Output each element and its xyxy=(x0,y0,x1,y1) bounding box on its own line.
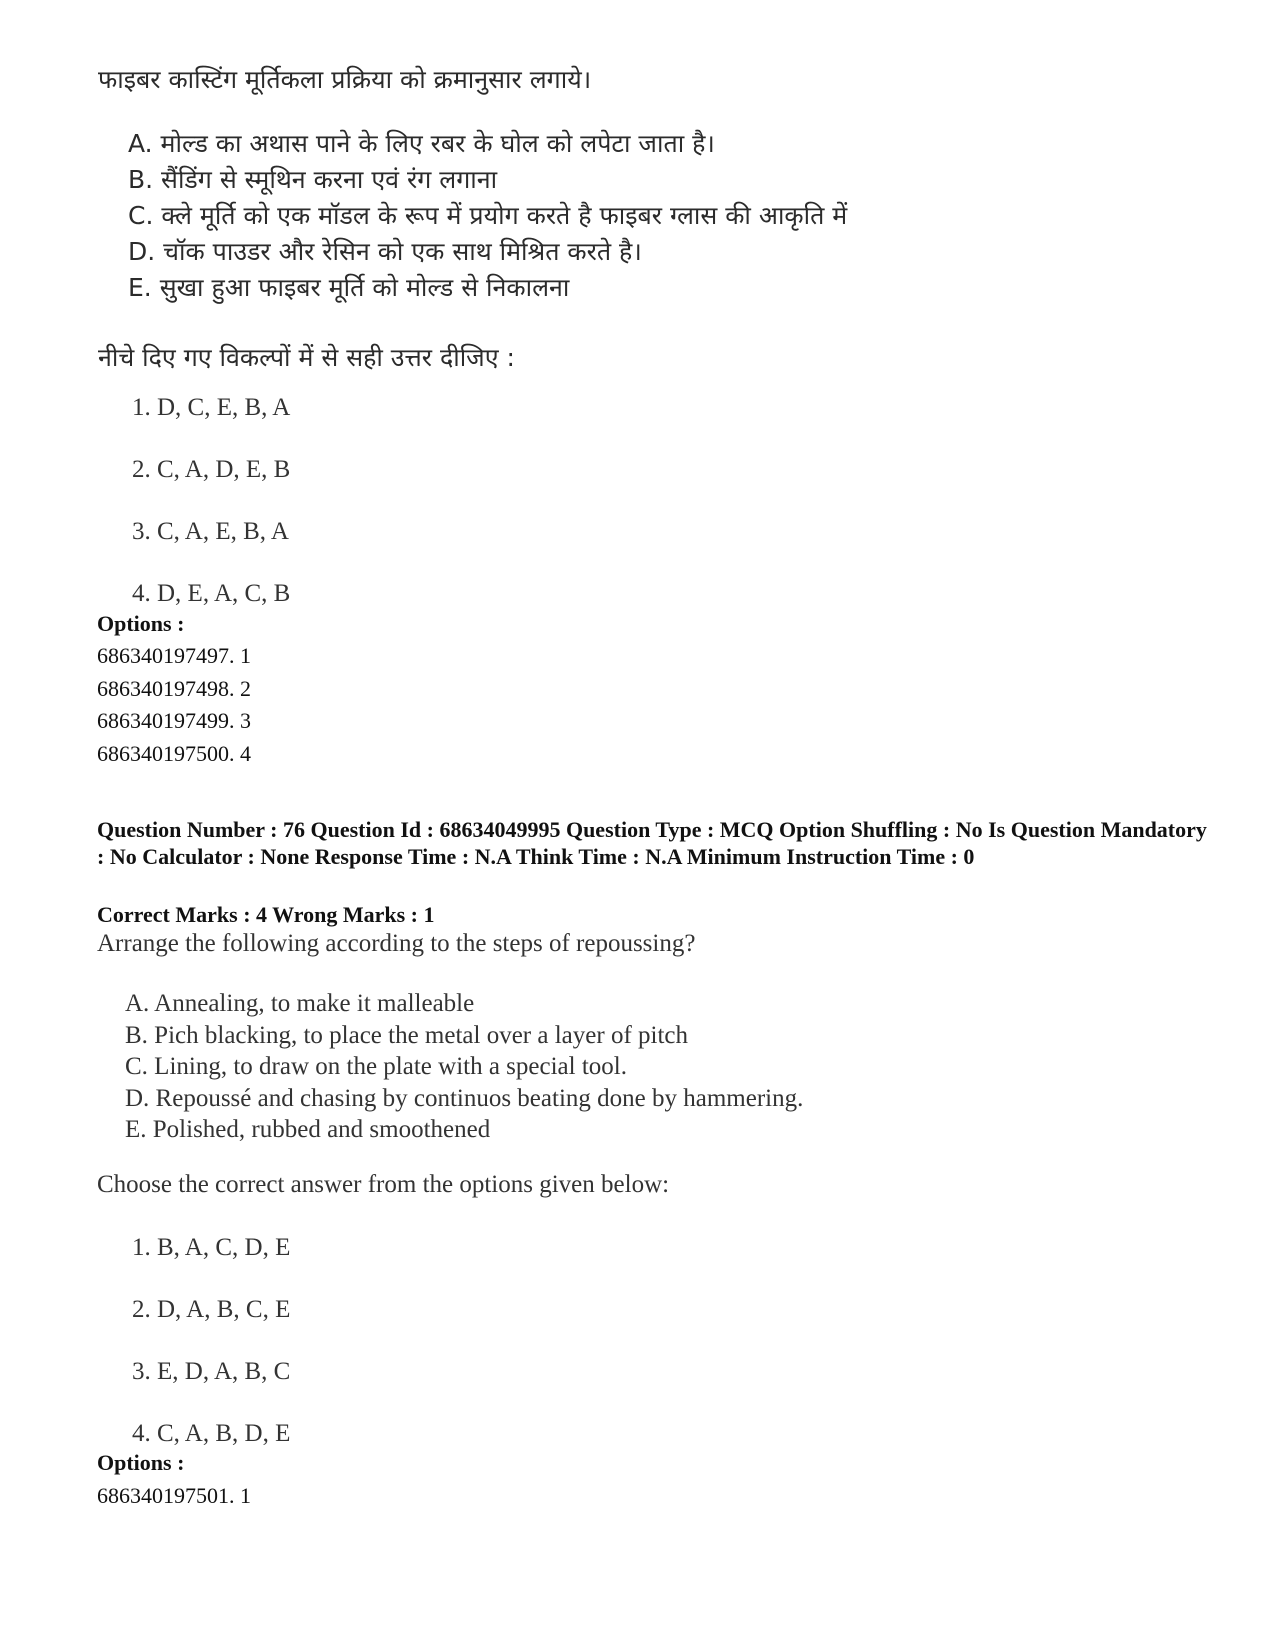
answer-choice: 1. B, A, C, D, E xyxy=(132,1234,291,1261)
answer-choice: 4. C, A, B, D, E xyxy=(132,1420,291,1447)
option-id: 686340197498. 2 xyxy=(97,676,251,701)
option-id: 686340197500. 4 xyxy=(97,741,251,766)
list-item: C. क्ले मूर्ति को एक मॉडल के रूप में प्रयोग करते है फाइबर ग्लास की आकृति में xyxy=(128,201,848,230)
option-id: 686340197497. 1 xyxy=(97,643,251,668)
answer-choice: 4. D, E, A, C, B xyxy=(132,580,291,607)
question-75-answers xyxy=(132,393,290,641)
question-75-items xyxy=(128,126,847,306)
question-76-text: Arrange the following according to the steps of repoussing? xyxy=(97,930,696,957)
answer-choice: 2. D, A, B, C, E xyxy=(132,1296,291,1323)
option-id: 686340197501. 1 xyxy=(97,1483,251,1508)
list-item: A. मोल्ड का अथास पाने के लिए रबर के घोल को लपेटा जाता है। xyxy=(128,129,715,158)
question-76-marks: Correct Marks : 4 Wrong Marks : 1 xyxy=(97,902,435,927)
question-75-choose-prompt: नीचे दिए गए विकल्पों में से सही उत्तर दीजिए : xyxy=(98,343,515,372)
list-item: A. Annealing, to make it malleable xyxy=(125,990,475,1017)
option-id: 686340197499. 3 xyxy=(97,708,251,733)
list-item: C. Lining, to draw on the plate with a special tool. xyxy=(125,1053,627,1080)
question-76-meta: Question Number : 76 Question Id : 68634049995 Question Type : MCQ Option Shuffling : No Is Question Mandatory : No Calculator : None Response Time : N.A Think Time : N.A Minimum Instruction Time : 0 xyxy=(97,817,1207,869)
list-item: B. सैंडिंग से स्मूथिन करना एवं रंग लगाना xyxy=(128,165,498,194)
answer-choice: 1. D, C, E, B, A xyxy=(132,394,291,421)
answer-choice: 2. C, A, D, E, B xyxy=(132,456,291,483)
options-label: Options : xyxy=(97,611,185,636)
list-item: B. Pich blacking, to place the metal over a layer of pitch xyxy=(125,1021,689,1049)
list-item: E. सुखा हुआ फाइबर मूर्ति को मोल्ड से निकालना xyxy=(128,273,570,302)
list-item: E. Polished, rubbed and smoothened xyxy=(125,1116,491,1143)
list-item: D. चॉक पाउडर और रेसिन को एक साथ मिश्रित करते है। xyxy=(128,237,642,266)
question-76-choose-prompt: Choose the correct answer from the options given below: xyxy=(97,1171,670,1198)
question-76-answers xyxy=(132,1233,290,1481)
question-75-heading: फाइबर कास्टिंग मूर्तिकला प्रक्रिया को क्रमानुसार लगाये। xyxy=(98,65,592,94)
options-label: Options : xyxy=(97,1450,185,1475)
answer-choice: 3. E, D, A, B, C xyxy=(132,1358,291,1385)
answer-choice: 3. C, A, E, B, A xyxy=(132,518,289,545)
list-item: D. Repoussé and chasing by continuos beating done by hammering. xyxy=(125,1084,804,1112)
question-76-items xyxy=(125,988,803,1146)
